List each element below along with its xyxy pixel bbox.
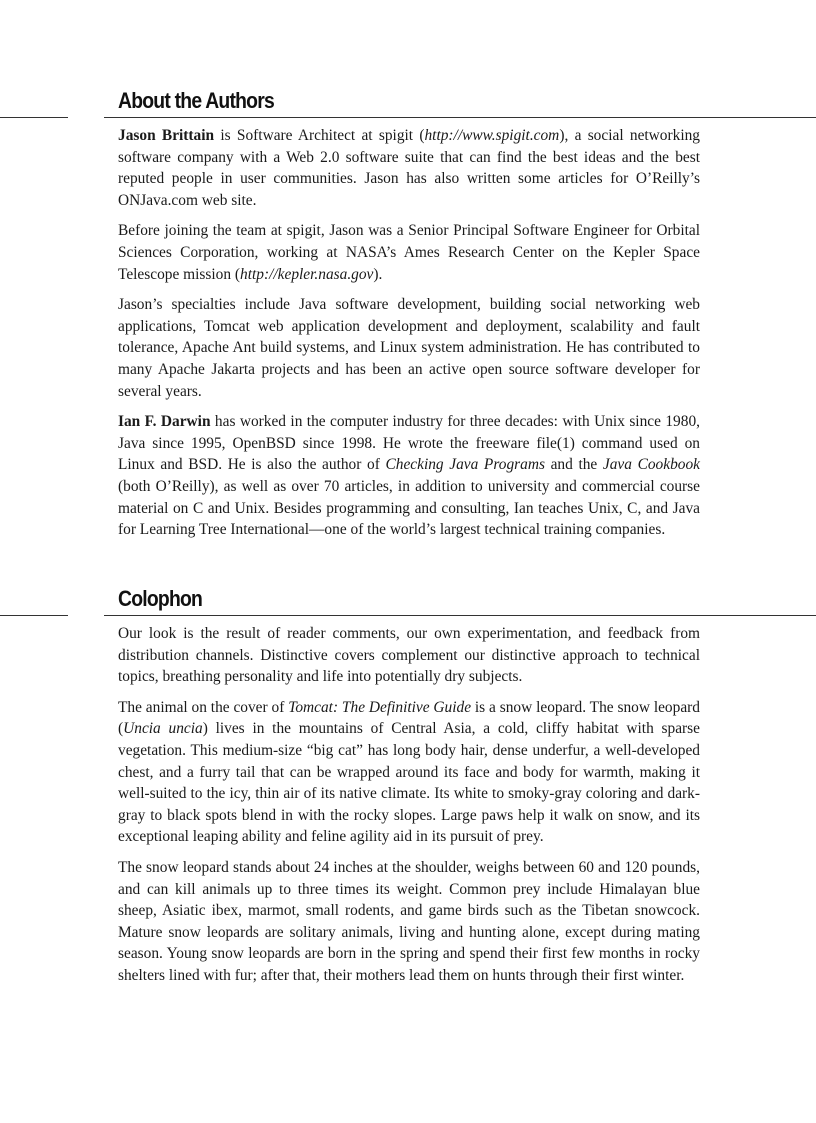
paragraph-jason-specialties: Jason’s specialties include Java software development, building social networking web applications, Tomcat web application development and deployment, scalability and fault tolerance, Apache Ant build systems, and Linux system administration. He has contributed to many Apache Jakarta projects and has been an active open source software developer for several years. (118, 296, 700, 400)
author-name-jason-brittain: Jason Brittain (118, 127, 215, 144)
text-segment: (both O’Reilly), as well as over 70 articles, in addition to university and commercial course material on C and Unix. Besides programming and consulting, Ian teaches Unix, C, and Java for Learning Tree International—one of the world’s largest technical training companies. (118, 477, 700, 539)
book-title-tomcat: Tomcat: The Definitive Guide (288, 698, 472, 716)
about-the-authors-heading: About the Authors (118, 88, 274, 113)
paragraph-jason-background (118, 220, 700, 285)
text-segment: and the (544, 456, 603, 474)
paragraph-snow-leopard-facts: The snow leopard stands about 24 inches at the shoulder, weighs between 60 and 120 pounds, and can kill animals up to three times its weight. Common prey include Himalayan blue sheep, Asiatic ibex, marmot, small rodents, and game birds such as the Tibetan snowcock. Mature snow leopards are solitary animals, living and hunting alone, except during mating season. Young snow leopards are born in the spring and spend their first few months in rocky shelters lined with fur; after that, their mothers lead them on hunts through their first winter. (118, 858, 700, 984)
paragraph-ian-darwin (118, 411, 700, 541)
kepler-url: http://kepler.nasa.gov (240, 265, 374, 283)
book-title-java-cookbook: Java Cookbook (602, 456, 700, 474)
author-name-ian-darwin: Ian F. Darwin (118, 413, 211, 431)
spigit-url: http://www.spigit.com (424, 127, 560, 144)
colophon-body (118, 615, 700, 987)
rule-left-segment (0, 615, 68, 616)
text-segment: ) lives in the mountains of Central Asia, a cold, cliffy habitat with sparse vegetation. This medium-size “big cat” has long body hair, dense underfur, a well-developed chest, and a furry tail that can be wrapped around its face and body for warmth, making it well-suited to the icy, thin air of its native climate. Its white to smoky-gray coloring and dark-gray to black spots blend in with the rocky slopes. Large paws help it walk on snow, and its exceptional leaping ability and feline agility aid in its pursuit of prey. (118, 720, 701, 846)
rule-right-segment (104, 117, 816, 118)
about-body (118, 117, 700, 541)
book-title-checking-java-programs: Checking Java Programs (385, 456, 545, 474)
about-the-authors-section (0, 88, 816, 541)
paragraph-cover-animal (118, 697, 700, 848)
paragraph-colophon-intro: Our look is the result of reader comments, our own experimentation, and feedback from distribution channels. Distinctive covers complement our distinctive approach to technical topics, breathing personality and life into potentially dry subjects. (118, 625, 700, 686)
rule-right-segment (104, 615, 816, 616)
species-name: Uncia uncia (123, 720, 203, 738)
text-segment: The animal on the cover of (118, 698, 289, 716)
text-segment: ), a social networking software company with a Web 2.0 software suite that can find the best ideas and the best reputed people in user communities. Jason has also written some articles for O’Reilly’s ONJava.com web site. (118, 127, 700, 209)
text-segment: has worked in the computer industry for three decades: with Unix since 1980, Java since 1995, OpenBSD since 1998. He wrote the freeware file(1) command used on Linux and BSD. He is also the author of (118, 413, 700, 474)
text-segment: is Software Architect at spigit ( (214, 127, 425, 144)
text-segment: is a snow leopard. The snow leopard ( (118, 698, 700, 738)
text-segment: Before joining the team at spigit, Jason was a Senior Principal Software Engineer for Orbital Sciences Corporation, working at NASA’s Ames Research Center on the Kepler Space Telescope mission ( (118, 222, 700, 283)
colophon-section (0, 586, 816, 987)
rule-left-segment (0, 117, 68, 118)
paragraph-jason-brittain-role (118, 125, 700, 211)
text-segment: ). (373, 265, 383, 283)
colophon-heading: Colophon (118, 586, 203, 611)
